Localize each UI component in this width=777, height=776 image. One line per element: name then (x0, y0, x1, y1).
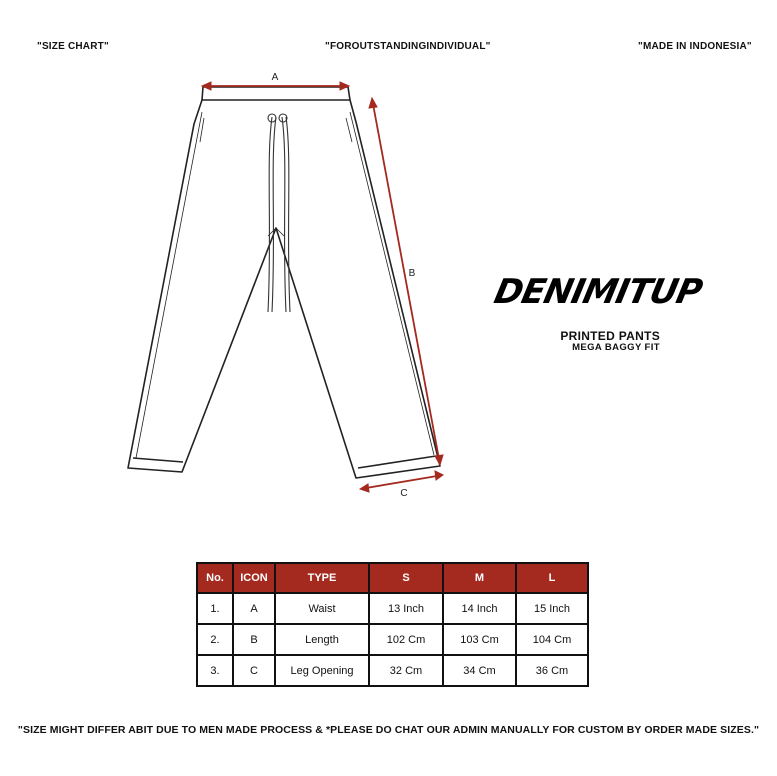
pants-drawstring (268, 114, 290, 312)
measure-a-label: A (271, 72, 279, 83)
brand-logo: DENIMITUP (490, 272, 706, 312)
row-size-s: 32 Cm (369, 655, 443, 686)
pants-left-hem (133, 458, 183, 462)
pants-waistband (202, 87, 350, 100)
row-type: Leg Opening (275, 655, 369, 686)
measure-a-arrow (202, 82, 349, 90)
row-number: 2. (197, 624, 233, 655)
column-header-icon: ICON (233, 563, 275, 593)
size-table (196, 562, 589, 687)
row-type: Length (275, 624, 369, 655)
row-size-m: 103 Cm (443, 624, 516, 655)
pants-right-hem (358, 456, 436, 468)
product-fit: MEGA BAGGY FIT (572, 342, 660, 353)
row-number: 3. (197, 655, 233, 686)
product-name: PRINTED PANTS (560, 329, 660, 343)
column-header-type: TYPE (275, 563, 369, 593)
row-size-m: 34 Cm (443, 655, 516, 686)
column-header-no: No. (197, 563, 233, 593)
row-size-s: 13 Inch (369, 593, 443, 624)
column-header-l: L (516, 563, 588, 593)
table-row (197, 655, 588, 686)
row-icon: C (233, 655, 275, 686)
row-number: 1. (197, 593, 233, 624)
column-header-m: M (443, 563, 516, 593)
row-size-l: 36 Cm (516, 655, 588, 686)
table-row (197, 593, 588, 624)
row-icon: A (233, 593, 275, 624)
row-size-m: 14 Inch (443, 593, 516, 624)
disclaimer-footnote: "SIZE MIGHT DIFFER ABIT DUE TO MEN MADE PROCESS & *PLEASE DO CHAT OUR ADMIN MANUALLY FOR CUSTOM BY ORDER MADE SIZES." (17, 724, 760, 736)
column-header-s: S (369, 563, 443, 593)
measure-b-arrow (369, 98, 443, 465)
row-size-l: 15 Inch (516, 593, 588, 624)
table-row (197, 624, 588, 655)
row-size-l: 104 Cm (516, 624, 588, 655)
row-size-s: 102 Cm (369, 624, 443, 655)
row-icon: B (233, 624, 275, 655)
header-origin: "MADE IN INDONESIA" (638, 41, 752, 52)
row-type: Waist (275, 593, 369, 624)
header-size-chart: "SIZE CHART" (37, 41, 109, 52)
measure-c-label: C (400, 488, 408, 499)
header-tagline: "FOROUTSTANDINGINDIVIDUAL" (325, 41, 491, 52)
measure-b-label: B (408, 268, 416, 279)
table-header-row (197, 563, 588, 593)
